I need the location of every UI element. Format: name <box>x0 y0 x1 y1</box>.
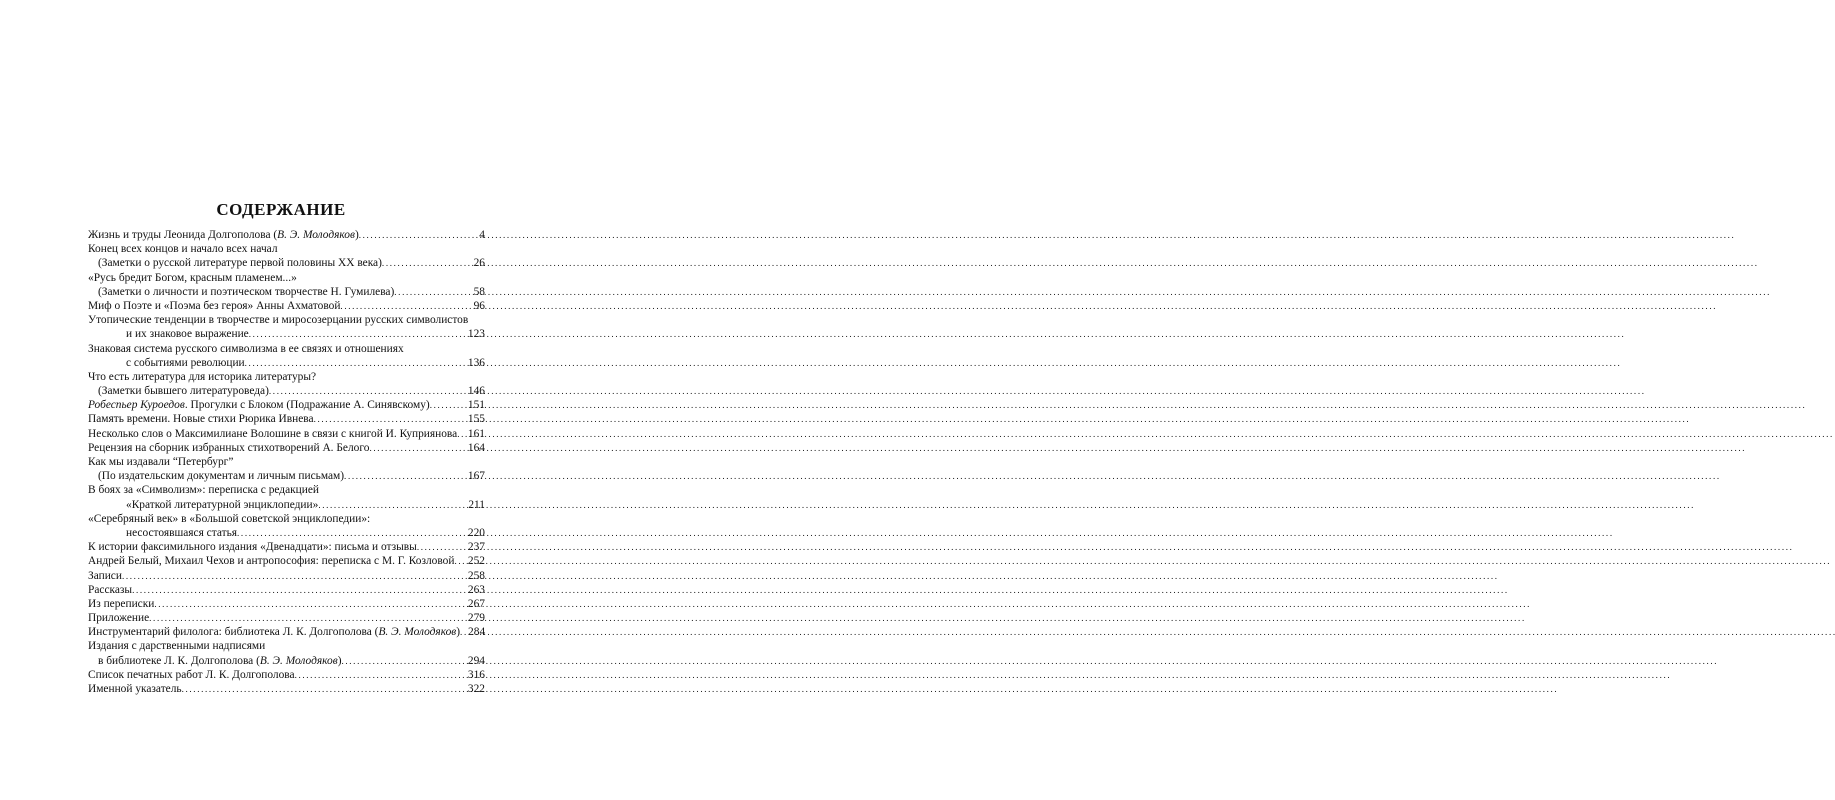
toc-entry: Инструментарий филолога: библиотека Л. К. Долгополова (В. Э. Молодяков) . . . 284 <box>88 625 485 639</box>
toc-entry: Утопические тенденции в творчестве и миросозерцании русских символистов <box>88 314 469 327</box>
page-number: 58 <box>473 285 485 298</box>
toc-entry: и их знаковое выражение . . . 123 <box>88 327 485 341</box>
toc-entry: Конец всех концов и начало всех начал <box>88 243 278 256</box>
page-number: 161 <box>467 427 485 440</box>
toc-entry: К истории факсимильного издания «Двенадцати»: письма и отзывы . . . 237 <box>88 540 485 554</box>
toc-entry: (По издательским документам и личным письмам) . . . 167 <box>88 469 485 483</box>
toc-entry: (Заметки бывшего литературоведа) . . . 146 <box>88 384 485 398</box>
toc-entry: Рецензия на сборник избранных стихотворений А. Белого . . . 164 <box>88 441 485 455</box>
toc-entry: (Заметки о личности и поэтическом творчестве Н. Гумилева) . . . 58 <box>88 285 485 299</box>
page-number: 96 <box>473 299 485 312</box>
toc-entry: несостоявшаяся статья . . . 220 <box>88 526 485 540</box>
table-of-contents <box>88 228 485 696</box>
page-number: 316 <box>467 668 485 681</box>
toc-entry: Жизнь и труды Леонида Долгополова (В. Э. Молодяков) . . . 4 <box>88 228 485 242</box>
toc-entry: Приложение . . . 279 <box>88 611 485 625</box>
page-number: 237 <box>467 541 485 554</box>
toc-entry: Именной указатель . . . 322 <box>88 682 485 696</box>
page-number: 151 <box>467 399 485 412</box>
toc-entry: (Заметки о русской литературе первой половины ХХ века) . . . 26 <box>88 256 485 270</box>
page-number: 322 <box>467 683 485 695</box>
toc-entry: «Серебряный век» в «Большой советской энциклопедии»: <box>88 512 371 525</box>
toc-entry: В боях за «Символизм»: переписка с редакцией <box>88 484 320 497</box>
page-number: 252 <box>467 555 485 568</box>
toc-entry: Издания с дарственными надписями <box>88 640 266 653</box>
toc-entry: Робеспьер Куроедов. Прогулки с Блоком (Подражание А. Синявскому) . . . 151 <box>88 398 485 412</box>
page-number: 263 <box>467 583 485 596</box>
page-number: 123 <box>467 328 485 341</box>
toc-entry: Несколько слов о Максимилиане Волошине в связи с книгой И. Куприянова . . . 161 <box>88 427 485 441</box>
toc-entry: Рассказы . . . 263 <box>88 583 485 597</box>
page-number: 164 <box>467 441 485 454</box>
toc-entry: в библиотеке Л. К. Долгополова (В. Э. Молодяков) . . . 294 <box>88 654 485 668</box>
toc-entry: Записи . . . 258 <box>88 569 485 583</box>
page-number: 136 <box>467 356 485 369</box>
page-number: 267 <box>467 597 485 610</box>
page-number: 284 <box>468 626 486 639</box>
page-number: 146 <box>467 385 485 398</box>
toc-entry: Как мы издавали “Петербург” <box>88 456 234 468</box>
page-number: 258 <box>467 569 485 582</box>
page-number: 4 <box>479 229 485 241</box>
toc-entry: Андрей Белый, Михаил Чехов и антропософия: переписка с М. Г. Козловой . . . 252 <box>88 554 485 568</box>
page-number: 26 <box>473 257 485 270</box>
page-title: СОДЕРЖАНИЕ <box>216 200 346 219</box>
toc-entry: Память времени. Новые стихи Рюрика Ивнева . . . 155 <box>88 412 485 426</box>
toc-entry: Знаковая система русского символизма в ее связях и отношениях <box>88 342 404 355</box>
page-number: 279 <box>467 612 485 625</box>
toc-entry: Что есть литература для историка литературы? <box>88 370 317 383</box>
toc-entry: Из переписки . . . 267 <box>88 597 485 611</box>
page-number: 155 <box>467 413 485 426</box>
page-number: 220 <box>467 526 485 539</box>
toc-entry: Миф о Поэте и «Поэма без героя» Анны Ахматовой . . . 96 <box>88 299 485 313</box>
toc-entry: «Краткой литературной энциклопедии» . . . 211 <box>88 498 485 512</box>
page-number: 294 <box>467 654 485 667</box>
toc-entry: «Русь бредит Богом, красным пламенем...» <box>88 271 297 284</box>
page-number: 211 <box>468 498 485 511</box>
toc-entry: Список печатных работ Л. К. Долгополова . . . 316 <box>88 668 485 682</box>
page-number: 167 <box>467 470 485 483</box>
toc-entry: с событиями революции . . . 136 <box>88 356 485 370</box>
